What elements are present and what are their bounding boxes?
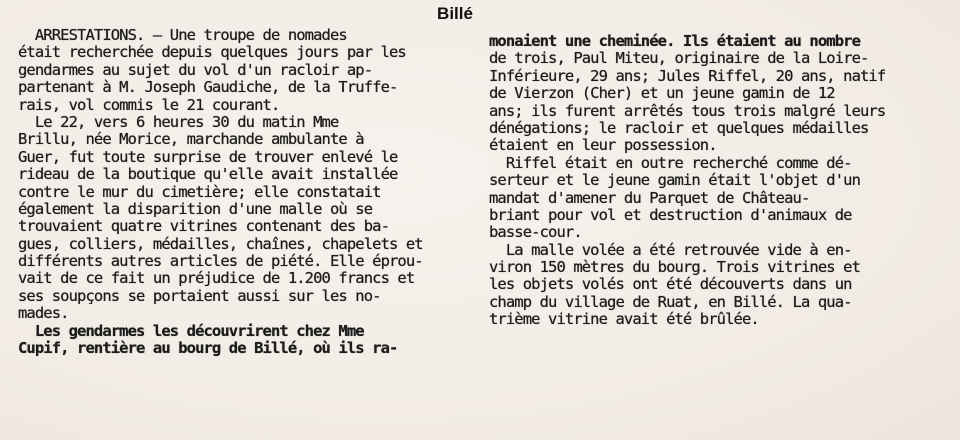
text-line: trième vitrine avait été brûlée.: [489, 310, 759, 329]
article-heading: Billé: [437, 4, 473, 23]
text-line: basse-cour.: [489, 223, 582, 242]
text-line: Inférieure, 29 ans; Jules Riffel, 20 ans, natif: [489, 66, 886, 85]
text-line: de Vierzon (Cher) et un jeune gamin de 12: [489, 84, 835, 103]
text-line: rideau de la boutique qu'elle avait installée: [18, 165, 398, 184]
text-line: ses soupçons se portaient aussi sur les no-: [18, 286, 381, 305]
text-line: Brillu, née Morice, marchande ambulante à: [18, 130, 364, 149]
text-line: mandat d'amener du Parquet de Château-: [489, 188, 810, 207]
text-line: serteur et le jeune gamin était l'objet d'un: [489, 171, 860, 190]
text-line: également la disparition d'une malle où se: [18, 199, 373, 218]
text-line: briant pour vol et destruction d'animaux de: [489, 205, 852, 224]
text-line: Guer, fut toute surprise de trouver enlevé le: [18, 147, 398, 166]
text-line: gues, colliers, médailles, chaînes, chapelets et: [18, 234, 423, 253]
text-line: gendarmes au sujet du vol d'un racloir ap-: [18, 60, 373, 79]
text-line: dénégations; le racloir et quelques médailles: [489, 118, 869, 137]
left-column: [18, 27, 472, 357]
text-line: Cupif, rentière au bourg de Billé, où ils ra-: [18, 339, 398, 358]
text-line: trouvaient quatre vitrines contenant des ba-: [18, 217, 389, 236]
text-line: champ du village de Ruat, en Billé. La qua-: [489, 292, 852, 311]
text-line: contre le mur du cimetière; elle constatait: [18, 182, 381, 201]
text-line: différents autres articles de piété. Elle éprou-: [18, 252, 423, 271]
text-line: La malle volée a été retrouvée vide à en-: [489, 240, 852, 259]
text-line: Riffel était en outre recherché comme dé-: [489, 153, 852, 172]
text-line: ARRESTATIONS. — Une troupe de nomades: [18, 26, 347, 44]
text-line: rais, vol commis le 21 courant.: [18, 95, 280, 114]
text-line: Les gendarmes les découvrirent chez Mme: [18, 321, 364, 340]
text-line: était recherchée depuis quelques jours par les: [18, 43, 406, 62]
text-line: mades.: [18, 304, 69, 323]
text-line: ans; ils furent arrêtés tous trois malgré leurs: [489, 101, 886, 120]
text-line: les objets volés ont été découverts dans un: [489, 275, 852, 294]
text-line: vait de ce fait un préjudice de 1.200 francs et: [18, 269, 415, 288]
text-line: Le 22, vers 6 heures 30 du matin Mme: [18, 112, 339, 131]
text-line: de trois, Paul Miteu, originaire de la Loire-: [489, 49, 869, 68]
text-line: monaient une cheminée. Ils étaient au nombre: [489, 32, 860, 50]
text-line: partenant à M. Joseph Gaudiche, de la Truffe-: [18, 78, 398, 97]
text-line: viron 150 mètres du bourg. Trois vitrines et: [489, 258, 860, 277]
right-column: [489, 33, 945, 329]
text-line: étaient en leur possession.: [489, 136, 717, 155]
